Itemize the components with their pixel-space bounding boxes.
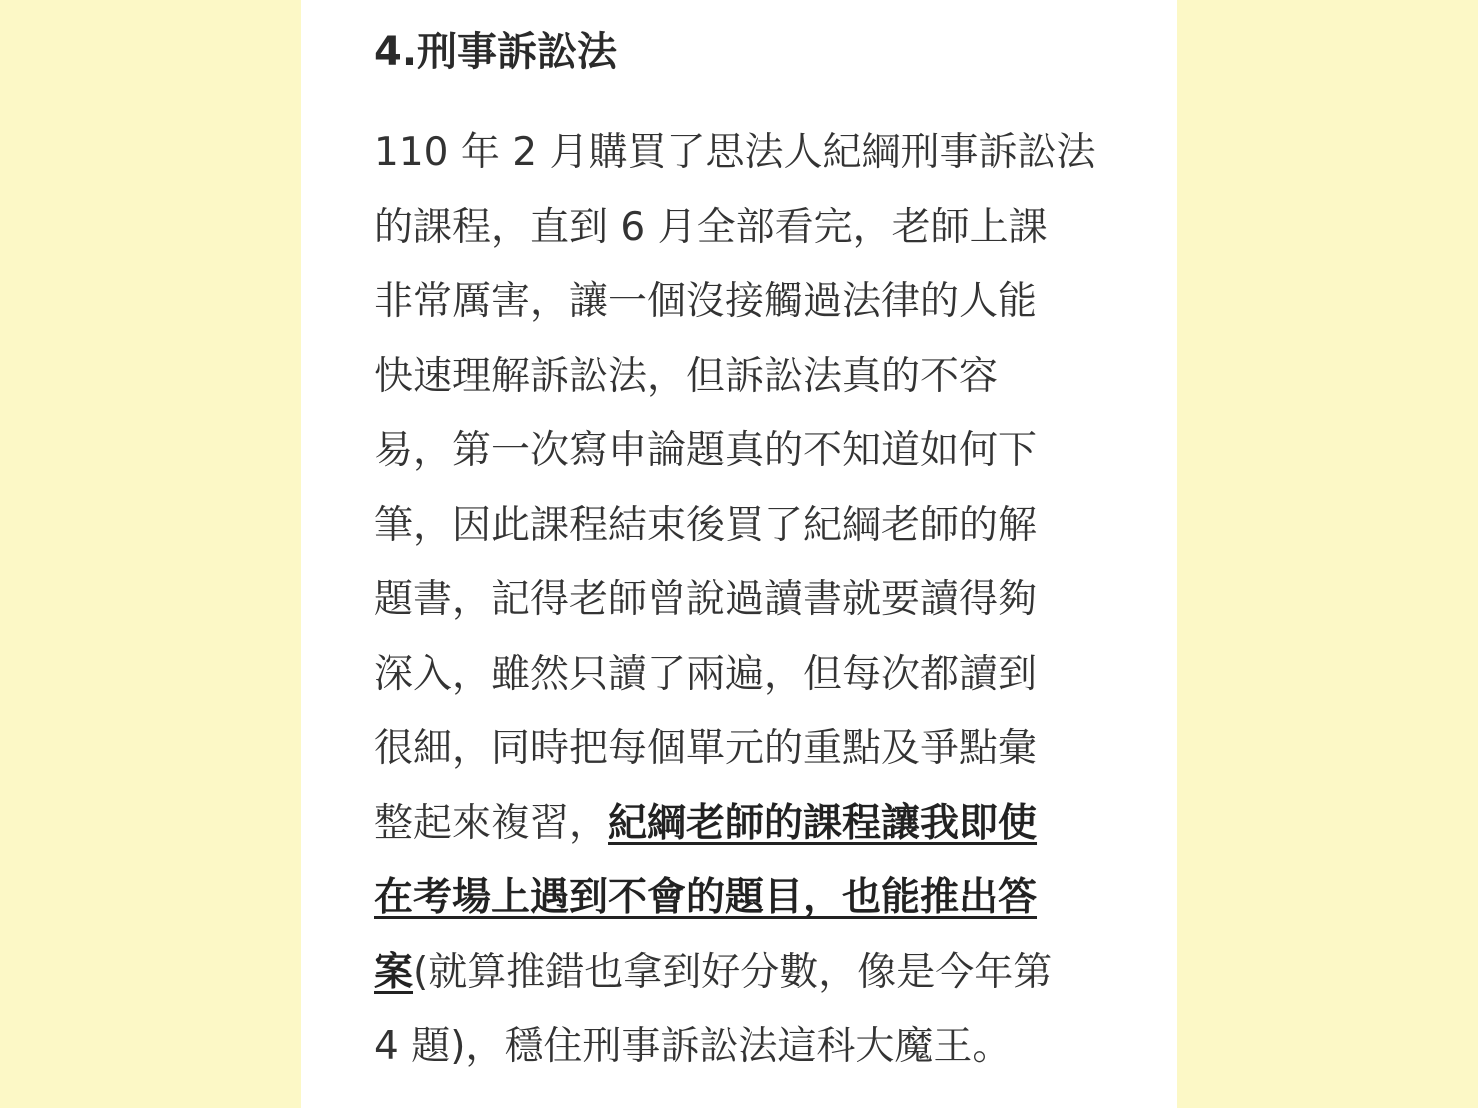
paragraph-line: 筆，因此課程結束後買了紀綱老師的解 [374,503,1038,548]
paragraph-line [374,945,1052,1001]
paragraph-line: 快速理解訴訟法，但訴訟法真的不容 [374,354,999,399]
plain-text: (就算推錯也拿到好分數，像是今年第 [413,950,1053,995]
paragraph-line: 110 年 2 月購買了思法人紀綱刑事訴訟法 [374,130,1096,175]
paragraph-line: 題書，記得老師曾說過讀書就要讀得夠 [374,577,1038,622]
paragraph-line: 很細，同時把每個單元的重點及爭點彙 [374,726,1038,771]
paragraph-line: 易，第一次寫申論題真的不知道如何下 [374,428,1038,473]
paragraph-line: 的課程，直到 6 月全部看完，老師上課 [374,205,1048,250]
emphasized-text: 在考場上遇到不會的題目，也能推出答 [374,875,1038,920]
paragraph-line: 非常厲害，讓一個沒接觸過法律的人能 [374,279,1038,324]
paragraph-line: 深入，雖然只讀了兩遍，但每次都讀到 [374,652,1038,697]
paragraph-line [374,796,1037,852]
paragraph-line: 4 題)，穩住刑事訴訟法這科大魔王。 [374,1024,1012,1069]
emphasized-text: 紀綱老師的課程讓我即使 [608,801,1038,846]
paragraph-line [374,870,1037,926]
plain-text: 整起來複習， [374,801,609,846]
emphasized-text: 案 [374,950,414,995]
section-title: 4.刑事訴訟法 [374,29,618,75]
article-page [301,0,1177,1108]
